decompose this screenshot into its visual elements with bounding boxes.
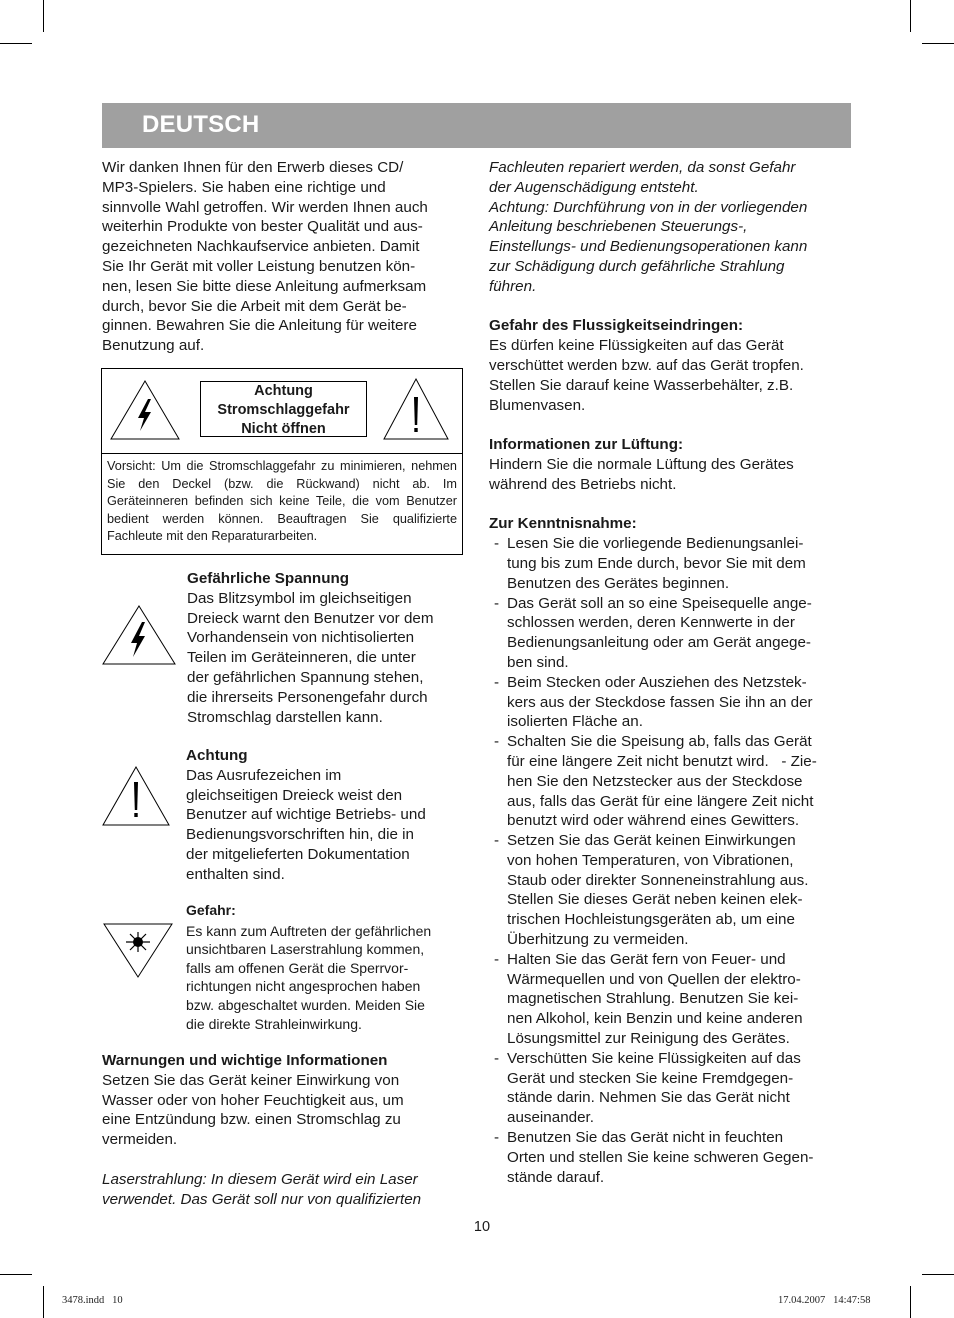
- warnings-line: Wasser oder von hoher Feuchtigkeit aus, um: [102, 1091, 404, 1109]
- laser-triangle-icon: [102, 921, 174, 979]
- spacer: [102, 1150, 467, 1170]
- liquid-line: Stellen Sie darauf keine Wasserbehälter, z.B.: [489, 376, 794, 394]
- notice-line: isolierten Fläche an.: [507, 713, 643, 731]
- caution-text: Vorsicht: Um die Stromschlaggefahr zu minimieren, nehmen Sie den Deckel (bzw. die Rückwand) nicht ab. Im Geräteinneren befinden sich keine Teile, die vom Benutzer bedient werden können. Beauftragen Sie qualifizierte Fachleute mit den Reparaturarbeiten.: [107, 459, 457, 544]
- warning-label-line: Achtung: [254, 383, 313, 399]
- danger-line: die direkte Strahleinwirkung.: [186, 1015, 362, 1032]
- attention-line: Bedienungsvorschriften hin, die in: [186, 826, 414, 844]
- laser-cont-line: Fachleuten repariert werden, da sonst Gefahr: [489, 159, 796, 176]
- notice-line: Das Gerät soll an so eine Speisequelle ange-: [507, 594, 812, 612]
- intro-line: sinnvolle Wahl getroffen. Wir werden Ihnen auch: [102, 198, 428, 216]
- danger-line: falls am offenen Gerät die Sperrvor-: [186, 959, 409, 976]
- notice-line: schlossen werden, deren Kennwerte in der: [507, 614, 795, 632]
- notice-line: Benutzen des Gerätes beginnen.: [507, 574, 730, 592]
- voltage-line: Stromschlag darstellen kann.: [187, 708, 383, 726]
- exclamation-triangle-icon: [101, 765, 171, 827]
- notice-line: stände darin. Nehmen Sie das Gerät nicht: [507, 1089, 790, 1107]
- dangerous-voltage-section: [187, 569, 467, 727]
- notice-line: Halten Sie das Gerät fern von Feuer- und: [507, 950, 786, 968]
- voltage-line: Vorhandensein von nichtisolierten: [187, 629, 415, 647]
- crop-mark: [910, 1286, 911, 1318]
- intro-line: gezeichneten Nachkaufservice anbieten. Damit: [102, 238, 420, 256]
- notice-line: hen Sie den Netzstecker aus der Steckdose: [507, 772, 803, 790]
- notice-line: aus, falls das Gerät für eine längere Zeit nicht: [507, 792, 814, 810]
- liquid-title: Gefahr des Flussigkeitseindringen:: [489, 317, 744, 335]
- warning-label-line: Nicht öffnen: [241, 421, 326, 437]
- danger-line: Es kann zum Auftreten der gefährlichen: [186, 922, 432, 939]
- notice-title: Zur Kenntnisnahme:: [489, 515, 637, 533]
- liquid-line: verschüttet werden bzw. auf das Gerät tropfen.: [489, 356, 804, 374]
- notice-line: trischen Hochleistungsgeräten ab, um eine: [507, 911, 795, 929]
- notice-line: stände darauf.: [507, 1168, 605, 1186]
- intro-line: MP3-Spielers. Sie haben eine richtige und: [102, 178, 386, 196]
- attention-line: Das Ausrufezeichen im: [186, 766, 342, 784]
- notice-list-item: - Setzen Sie das Gerät keinen Einwirkungen von hohen Temperaturen, von Vibrationen, Staub oder direkter Sonneneinstrahlung aus. Stellen Sie dieses Gerät neben keinen elek- trischen Hochleistungsgeräten ab, um eine Überhitzung zu vermeiden.: [489, 831, 854, 950]
- notice-list: [489, 534, 854, 1187]
- notice-list-item: - Das Gerät soll an so eine Speisequelle ange- schlossen werden, deren Kennwerte in der Bedienungsanleitung oder am Gerät angege- ben sind.: [489, 594, 854, 673]
- intro-paragraph: [102, 158, 467, 356]
- intro-line: Sie Ihr Gerät mit voller Leistung benutzen kön-: [102, 257, 416, 275]
- dangerous-voltage-title: Gefährliche Spannung: [187, 570, 350, 587]
- warnings-line: eine Entzündung bzw. einen Stromschlag zu: [102, 1111, 401, 1129]
- notice-line: nen Alkohol, kein Benzin und keine anderen: [507, 1010, 803, 1028]
- warning-label: [200, 381, 367, 437]
- voltage-line: die ihrerseits Personengefahr durch: [187, 688, 428, 706]
- electric-shock-warning-box: [101, 368, 463, 555]
- warnings-line: vermeiden.: [102, 1131, 178, 1149]
- page-number: 10: [473, 1219, 491, 1235]
- danger-line: richtungen nicht angesprochen haben: [186, 978, 421, 995]
- attention-section: [186, 746, 466, 885]
- exclamation-triangle-icon: [382, 377, 450, 441]
- attention-line: Benutzer auf wichtige Betriebs- und: [186, 806, 426, 824]
- notice-line: Orten und stellen Sie keine schweren Gegen-: [507, 1148, 814, 1166]
- warnings-section: [102, 1051, 467, 1209]
- voltage-line: Das Blitzsymbol im gleichseitigen: [187, 589, 412, 607]
- attention-line: gleichseitigen Dreieck weist den: [186, 786, 403, 804]
- intro-line: Benutzung auf.: [102, 337, 205, 355]
- file-name: 3478.indd 10: [62, 1295, 123, 1306]
- voltage-line: Dreieck warnt den Benutzer vor dem: [187, 609, 434, 627]
- intro-line: durch, bevor Sie die Arbeit mit dem Gerät be-: [102, 297, 407, 315]
- intro-line: nen, lesen Sie bitte diese Anleitung aufmerksam: [102, 277, 427, 295]
- notice-line: ben sind.: [507, 653, 569, 671]
- warnings-title: Warnungen und wichtige Informationen: [102, 1052, 388, 1069]
- ventilation-line: Hindern Sie die normale Lüftung des Gerätes: [489, 455, 794, 473]
- laser-cont-line: der Augenschädigung entsteht.: [489, 178, 699, 196]
- danger-section: [186, 901, 471, 1033]
- spacer: [489, 415, 854, 435]
- laser-line: verwendet. Das Gerät soll nur von qualifizierten: [102, 1190, 422, 1208]
- notice-line: Lösungsmittel zur Reinigung des Gerätes.: [507, 1030, 790, 1048]
- crop-mark: [922, 1274, 954, 1275]
- language-header-bar: [102, 103, 851, 148]
- warning-label-line: Stromschlaggefahr: [217, 402, 350, 418]
- liquid-line: Blumenvasen.: [489, 396, 586, 414]
- notice-line: Schalten Sie die Speisung ab, falls das Gerät: [507, 733, 812, 751]
- notice-line: Stellen Sie dieses Gerät neben keinen elek-: [507, 891, 803, 909]
- notice-line: Gerät und stecken Sie keine Fremdgegen-: [507, 1069, 794, 1087]
- notice-line: für eine längere Zeit nicht benutzt wird. - Zie-: [507, 752, 817, 770]
- intro-line: weiterhin Produkte von bester Qualität und aus-: [102, 218, 423, 236]
- laser-cont-line: zur Schädigung durch gefährliche Strahlung: [489, 257, 785, 275]
- danger-line: bzw. abgeschaltet wurden. Meiden Sie: [186, 996, 425, 1013]
- notice-line: auseinander.: [507, 1109, 594, 1127]
- intro-line: Wir danken Ihnen für den Erwerb dieses CD/: [102, 159, 404, 176]
- lightning-triangle-icon: [109, 379, 181, 441]
- notice-line: Bedienungsanleitung oder am Gerät angege-: [507, 634, 811, 652]
- attention-title: Achtung: [186, 747, 248, 764]
- notice-line: magnetischen Strahlung. Benutzen Sie kei-: [507, 990, 799, 1008]
- notice-line: von hohen Temperaturen, von Vibrationen,: [507, 851, 794, 869]
- crop-mark: [0, 43, 32, 44]
- crop-mark: [0, 1274, 32, 1275]
- danger-title: Gefahr:: [186, 902, 236, 918]
- voltage-line: Teilen im Geräteinneren, die unter: [187, 649, 416, 667]
- notice-line: Setzen Sie das Gerät keinen Einwirkungen: [507, 832, 796, 850]
- laser-cont-line: führen.: [489, 277, 537, 295]
- notice-line: Beim Stecken oder Ausziehen des Netzstek-: [507, 673, 807, 691]
- crop-mark: [922, 43, 954, 44]
- notice-line: Staub oder direkter Sonneneinstrahlung aus.: [507, 871, 809, 889]
- warning-box-divider: [102, 453, 462, 454]
- notice-list-item: - Halten Sie das Gerät fern von Feuer- und Wärmequellen und von Quellen der elektro- magnetischen Strahlung. Benutzen Sie kei- nen Alkohol, kein Benzin und keine anderen Lösungsmittel zur Reinigung des Gerätes.: [489, 950, 854, 1049]
- notice-line: kers aus der Steckdose fassen Sie ihn an der: [507, 693, 813, 711]
- notice-line: Überhitzung zu vermeiden.: [507, 931, 689, 949]
- notice-line: tung bis zum Ende durch, bevor Sie mit dem: [507, 554, 806, 572]
- notice-list-item: - Schalten Sie die Speisung ab, falls das Gerät für eine längere Zeit nicht benutzt wird. - Zie- hen Sie den Netzstecker aus der Steckdose aus, falls das Gerät für eine längere Zeit nicht benutzt wird oder während eines Gewitters.: [489, 732, 854, 831]
- laser-cont-line: Anleitung beschriebenen Steuerungs-,: [489, 218, 748, 236]
- right-column: [489, 158, 854, 1187]
- ventilation-title: Informationen zur Lüftung:: [489, 436, 684, 454]
- ventilation-line: während des Betriebs nicht.: [489, 475, 677, 493]
- voltage-line: der gefährlichen Spannung stehen,: [187, 668, 424, 686]
- notice-list-item: - Lesen Sie die vorliegende Bedienungsanlei- tung bis zum Ende durch, bevor Sie mit dem Benutzen des Gerätes beginnen.: [489, 534, 854, 593]
- notice-line: benutzt wird oder während eines Gewitters.: [507, 812, 800, 830]
- notice-line: Wärmequellen und von Quellen der elektro-: [507, 970, 801, 988]
- notice-line: Verschütten Sie keine Flüssigkeiten auf das: [507, 1049, 801, 1067]
- attention-line: der mitgelieferten Dokumentation: [186, 845, 410, 863]
- notice-line: Benutzen Sie das Gerät nicht in feuchten: [507, 1129, 784, 1147]
- crop-mark: [910, 0, 911, 32]
- print-timestamp: 17.04.2007 14:47:58: [778, 1295, 871, 1306]
- laser-cont-line: Achtung: Durchführung von in der vorliegenden: [489, 198, 808, 216]
- laser-line: Laserstrahlung: In diesem Gerät wird ein Laser: [102, 1170, 418, 1188]
- crop-mark: [43, 0, 44, 32]
- notice-list-item: - Benutzen Sie das Gerät nicht in feuchten Orten und stellen Sie keine schweren Gegen- stände darauf.: [489, 1128, 854, 1187]
- liquid-line: Es dürfen keine Flüssigkeiten auf das Gerät: [489, 337, 784, 355]
- notice-list-item: - Beim Stecken oder Ausziehen des Netzstek- kers aus der Steckdose fassen Sie ihn an der isolierten Fläche an.: [489, 673, 854, 732]
- spacer: [489, 495, 854, 515]
- danger-line: unsichtbaren Laserstrahlung kommen,: [186, 941, 425, 958]
- warnings-line: Setzen Sie das Gerät keiner Einwirkung von: [102, 1071, 400, 1089]
- laser-cont-line: Einstellungs- und Bedienungsoperationen kann: [489, 238, 808, 256]
- language-title: DEUTSCH: [142, 111, 260, 138]
- crop-mark: [43, 1286, 44, 1318]
- attention-line: enthalten sind.: [186, 865, 285, 883]
- lightning-triangle-icon: [101, 604, 177, 666]
- notice-line: Lesen Sie die vorliegende Bedienungsanlei-: [507, 535, 804, 553]
- intro-line: ginnen. Bewahren Sie die Anleitung für weitere: [102, 317, 417, 335]
- spacer: [489, 297, 854, 317]
- notice-list-item: - Verschütten Sie keine Flüssigkeiten auf das Gerät und stecken Sie keine Fremdgegen- stände darin. Nehmen Sie das Gerät nicht auseinander.: [489, 1049, 854, 1128]
